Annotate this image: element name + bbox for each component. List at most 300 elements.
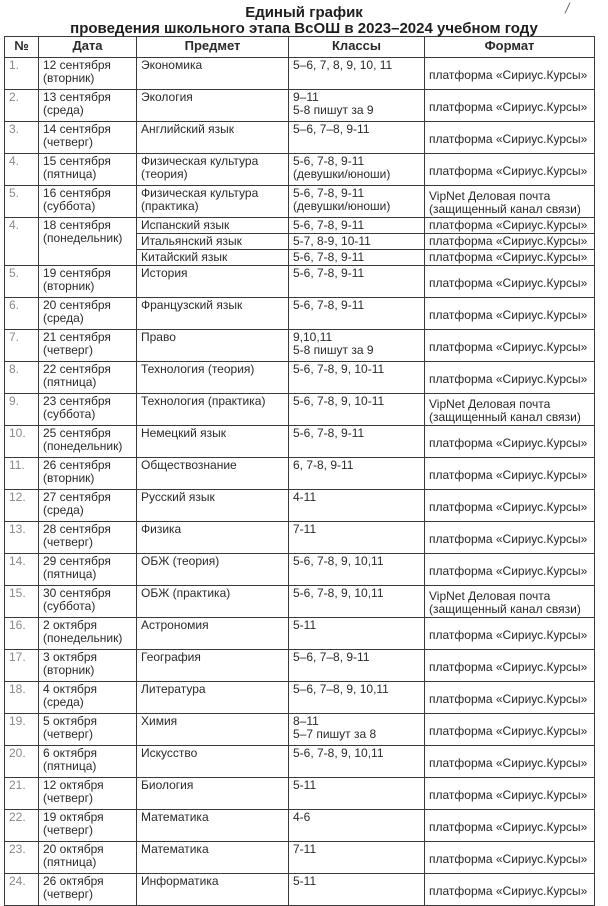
row-number <box>5 682 39 714</box>
row-subject <box>137 426 289 458</box>
row-date <box>39 362 137 394</box>
row-date-text: 4 октября <box>43 682 97 696</box>
row-subject <box>137 250 289 266</box>
row-date-text: (среда) <box>43 103 84 117</box>
row-subject-text: Право <box>141 330 176 344</box>
row-format-text: платформа «Сириус.Курсы» <box>429 218 588 232</box>
row-classes-text: 5-6, 7-8, 9, 10,11 <box>293 746 384 760</box>
row-format <box>425 650 595 682</box>
row-date <box>39 682 137 714</box>
row-classes <box>289 426 425 458</box>
row-date <box>39 266 137 298</box>
table-row <box>5 874 595 906</box>
row-classes-text: 5–6, 7, 8, 9, 10, 11 <box>293 58 393 72</box>
row-date-text: (четверг) <box>43 791 93 805</box>
row-number <box>5 778 39 810</box>
row-subject-text: Испанский язык <box>141 218 230 232</box>
row-number <box>5 330 39 362</box>
document-title: Единый график <box>245 4 363 21</box>
row-format-text: платформа «Сириус.Курсы» <box>429 659 588 674</box>
row-date <box>39 522 137 554</box>
row-classes-text: 5-6, 7-8, 9-11 <box>293 218 365 232</box>
row-format <box>425 586 595 618</box>
row-number-text: 6. <box>9 298 20 312</box>
row-subject-text: География <box>141 650 201 664</box>
row-subject <box>137 234 289 250</box>
table-header-row <box>5 37 595 58</box>
row-subject-text: (практика) <box>141 199 199 213</box>
row-classes <box>289 58 425 90</box>
row-format-text: платформа «Сириус.Курсы» <box>429 67 588 82</box>
row-date-text: (понедельник) <box>43 231 123 245</box>
row-subject-text: Экономика <box>141 58 203 72</box>
row-date-text: (вторник) <box>43 471 95 485</box>
header-format: Формат <box>425 37 595 58</box>
row-date-text: (четверг) <box>43 823 93 837</box>
row-classes-text: 5-6, 7-8, 9, 10,11 <box>293 554 384 568</box>
row-format-text: платформа «Сириус.Курсы» <box>429 531 588 546</box>
row-date-text: 12 сентября <box>43 58 111 72</box>
table-row <box>5 394 595 426</box>
header-classes: Классы <box>289 37 425 58</box>
row-format <box>425 362 595 394</box>
row-format <box>425 458 595 490</box>
row-date-text: (среда) <box>43 311 84 325</box>
row-number <box>5 874 39 906</box>
row-date-text: (пятница) <box>43 567 97 581</box>
row-subject <box>137 682 289 714</box>
row-format-text: платформа «Сириус.Курсы» <box>429 723 588 738</box>
row-date <box>39 122 137 154</box>
row-number-text: 23. <box>9 842 26 856</box>
row-subject-text: Информатика <box>141 874 219 888</box>
row-classes-text: 5-11 <box>293 778 317 792</box>
row-number-text: 5. <box>9 266 20 280</box>
row-classes <box>289 122 425 154</box>
row-date-text: 6 октября <box>43 746 97 760</box>
row-date-text: 13 сентября <box>43 90 111 104</box>
row-subject <box>137 554 289 586</box>
table-row <box>5 330 595 362</box>
row-classes-text: 5-8 пишут за 9 <box>293 103 374 117</box>
row-format-text: платформа «Сириус.Курсы» <box>429 467 588 482</box>
row-date-text: (пятница) <box>43 375 97 389</box>
row-subject-text: Искусство <box>141 746 198 760</box>
row-number-text: 20. <box>9 746 26 760</box>
row-number <box>5 426 39 458</box>
row-classes-text: 9,10,11 <box>293 330 333 344</box>
row-subject <box>137 458 289 490</box>
row-subject-text: Физическая культура <box>141 186 259 200</box>
row-format <box>425 90 595 122</box>
row-classes-text: 5–7 пишут за 8 <box>293 727 377 741</box>
row-date <box>39 186 137 218</box>
row-date-text: (пятница) <box>43 759 97 773</box>
row-format-text: платформа «Сириус.Курсы» <box>429 371 588 386</box>
table-row <box>5 218 595 234</box>
row-number-text: 4. <box>9 154 20 168</box>
row-format <box>425 186 595 218</box>
row-number <box>5 714 39 746</box>
row-date-text: (понедельник) <box>43 631 123 645</box>
row-date <box>39 842 137 874</box>
table-row <box>5 522 595 554</box>
row-subject-text: Немецкий язык <box>141 426 227 440</box>
row-format <box>425 522 595 554</box>
row-classes-text: 5-11 <box>293 618 317 632</box>
row-date <box>39 778 137 810</box>
row-format <box>425 234 595 250</box>
row-subject <box>137 874 289 906</box>
table-row <box>5 490 595 522</box>
row-subject-text: Обществознание <box>141 458 237 472</box>
row-classes-text: 5-7, 8-9, 10-11 <box>293 234 371 248</box>
row-date-text: 14 сентября <box>43 122 111 136</box>
row-date-text: (вторник) <box>43 71 95 85</box>
table-row <box>5 90 595 122</box>
row-format-text: платформа «Сириус.Курсы» <box>429 787 588 802</box>
row-format-text: платформа «Сириус.Курсы» <box>429 819 588 834</box>
row-classes-text: 5–6, 7–8, 9-11 <box>293 122 370 136</box>
row-classes-text: 8–11 <box>293 714 319 728</box>
row-date-text: (понедельник) <box>43 439 123 453</box>
row-format-text: платформа «Сириус.Курсы» <box>429 307 588 322</box>
row-subject <box>137 746 289 778</box>
table-row <box>5 714 595 746</box>
table-row <box>5 554 595 586</box>
row-format-text: (защищенный канал связи) <box>429 602 581 616</box>
row-date-text: (четверг) <box>43 343 93 357</box>
row-subject-text: Экология <box>141 90 193 104</box>
row-classes-text: 5-6, 7-8, 9-11 <box>293 250 365 264</box>
row-format <box>425 58 595 90</box>
row-classes <box>289 490 425 522</box>
row-number <box>5 298 39 330</box>
row-date-text: 28 сентября <box>43 522 111 536</box>
row-classes <box>289 586 425 618</box>
row-classes-text: 7-11 <box>293 522 317 536</box>
table-row <box>5 682 595 714</box>
row-number <box>5 58 39 90</box>
row-subject <box>137 218 289 234</box>
row-number-text: 4. <box>9 218 20 232</box>
row-classes-text: (девушки/юноши) <box>293 199 391 213</box>
row-classes-text: 5-8 пишут за 9 <box>293 343 374 357</box>
table-row <box>5 458 595 490</box>
row-number <box>5 650 39 682</box>
row-classes <box>289 266 425 298</box>
row-date-text: (среда) <box>43 503 84 517</box>
row-number-text: 5. <box>9 186 20 200</box>
row-format <box>425 154 595 186</box>
row-classes-text: 6, 7-8, 9-11 <box>293 458 354 472</box>
row-date-text: (суббота) <box>43 599 96 613</box>
row-date <box>39 218 137 266</box>
row-date-text: 25 сентября <box>43 426 111 440</box>
row-number-text: 13. <box>9 522 26 536</box>
row-number <box>5 522 39 554</box>
row-subject-text: ОБЖ (практика) <box>141 586 231 600</box>
row-date-text: 16 сентября <box>43 186 111 200</box>
row-date-text: 19 сентября <box>43 266 111 280</box>
row-classes <box>289 746 425 778</box>
row-format <box>425 426 595 458</box>
row-date-text: (вторник) <box>43 663 95 677</box>
row-date-text: (пятница) <box>43 855 97 869</box>
row-number-text: 21. <box>9 778 26 792</box>
row-format-text: платформа «Сириус.Курсы» <box>429 163 588 178</box>
table-row <box>5 154 595 186</box>
row-classes <box>289 90 425 122</box>
row-classes-text: 5–6, 7–8, 9, 10,11 <box>293 682 389 696</box>
row-date-text: 2 октября <box>43 618 97 632</box>
row-date-text: (пятница) <box>43 167 97 181</box>
row-classes <box>289 842 425 874</box>
row-number-text: 8. <box>9 362 20 376</box>
row-date-text: 21 сентября <box>43 330 111 344</box>
header-number: № <box>5 37 39 58</box>
row-number <box>5 266 39 298</box>
row-date <box>39 154 137 186</box>
row-number <box>5 490 39 522</box>
row-format-text: VipNet Деловая почта <box>429 189 551 203</box>
table-row <box>5 58 595 90</box>
row-subject-text: Математика <box>141 842 209 856</box>
row-subject <box>137 586 289 618</box>
row-subject <box>137 778 289 810</box>
row-subject-text: Химия <box>141 714 178 728</box>
row-date-text: 27 сентября <box>43 490 111 504</box>
row-format-text: платформа «Сириус.Курсы» <box>429 99 588 114</box>
row-format-text: платформа «Сириус.Курсы» <box>429 691 588 706</box>
row-classes-text: 5-6, 7-8, 9-11 <box>293 426 365 440</box>
row-classes-text: 5-6, 7-8, 9, 10-11 <box>293 394 385 408</box>
row-number-text: 7. <box>9 330 20 344</box>
row-subject-text: ОБЖ (теория) <box>141 554 220 568</box>
row-date-text: (четверг) <box>43 535 93 549</box>
row-date-text: 15 сентября <box>43 154 111 168</box>
header-date: Дата <box>39 37 137 58</box>
row-subject-text: Технология (практика) <box>141 394 266 408</box>
row-date <box>39 490 137 522</box>
row-format-text: VipNet Деловая почта <box>429 397 551 411</box>
row-format-text: платформа «Сириус.Курсы» <box>429 755 588 770</box>
row-format <box>425 122 595 154</box>
row-date-text: (четверг) <box>43 727 93 741</box>
row-subject-text: Биология <box>141 778 194 792</box>
row-format <box>425 746 595 778</box>
row-number-text: 24. <box>9 874 26 888</box>
row-number-text: 3. <box>9 122 20 136</box>
row-classes-text: 4-6 <box>293 810 311 824</box>
row-format <box>425 298 595 330</box>
row-date-text: (суббота) <box>43 407 96 421</box>
row-classes-text: 5–6, 7–8, 9-11 <box>293 650 370 664</box>
row-date <box>39 298 137 330</box>
row-subject-text: Русский язык <box>141 490 215 504</box>
row-format <box>425 554 595 586</box>
row-date <box>39 714 137 746</box>
row-subject <box>137 122 289 154</box>
row-date-text: 30 сентября <box>43 586 111 600</box>
row-subject-text: Технология (теория) <box>141 362 255 376</box>
row-date-text: 3 октября <box>43 650 97 664</box>
row-format <box>425 714 595 746</box>
row-classes <box>289 186 425 218</box>
row-classes-text: 5-6, 7-8, 9, 10-11 <box>293 362 385 376</box>
row-number <box>5 154 39 186</box>
row-subject-text: Китайский язык <box>141 250 228 264</box>
row-format <box>425 250 595 266</box>
row-classes-text: 7-11 <box>293 842 317 856</box>
row-classes <box>289 778 425 810</box>
row-subject <box>137 618 289 650</box>
row-classes <box>289 394 425 426</box>
row-format <box>425 778 595 810</box>
row-date <box>39 58 137 90</box>
row-format <box>425 842 595 874</box>
row-classes <box>289 298 425 330</box>
row-number <box>5 218 39 266</box>
row-format-text: платформа «Сириус.Курсы» <box>429 275 588 290</box>
row-number <box>5 90 39 122</box>
row-subject <box>137 522 289 554</box>
row-classes <box>289 218 425 234</box>
row-date-text: (вторник) <box>43 279 95 293</box>
row-number-text: 15. <box>9 586 26 600</box>
row-date <box>39 554 137 586</box>
row-number-text: 12. <box>9 490 26 504</box>
row-subject <box>137 394 289 426</box>
row-date-text: (среда) <box>43 695 84 709</box>
row-subject <box>137 842 289 874</box>
row-subject <box>137 490 289 522</box>
table-row <box>5 746 595 778</box>
table-row <box>5 298 595 330</box>
row-subject <box>137 154 289 186</box>
row-date <box>39 90 137 122</box>
row-classes-text: 9–11 <box>293 90 319 104</box>
row-subject-text: Физическая культура <box>141 154 259 168</box>
table-row <box>5 618 595 650</box>
row-date-text: 26 октября <box>43 874 104 888</box>
row-number <box>5 122 39 154</box>
row-classes <box>289 554 425 586</box>
row-subject <box>137 330 289 362</box>
row-number <box>5 554 39 586</box>
row-date <box>39 330 137 362</box>
row-format-text: платформа «Сириус.Курсы» <box>429 339 588 354</box>
row-date <box>39 426 137 458</box>
row-classes <box>289 522 425 554</box>
row-format <box>425 618 595 650</box>
row-format <box>425 874 595 906</box>
row-date-text: (четверг) <box>43 135 93 149</box>
row-subject <box>137 90 289 122</box>
table-row <box>5 362 595 394</box>
row-classes <box>289 250 425 266</box>
row-classes <box>289 618 425 650</box>
row-classes <box>289 154 425 186</box>
table-row <box>5 778 595 810</box>
row-date <box>39 458 137 490</box>
row-date-text: 18 сентября <box>43 218 111 232</box>
row-format <box>425 490 595 522</box>
row-date-text: 19 октября <box>43 810 104 824</box>
row-subject-text: История <box>141 266 188 280</box>
row-format <box>425 266 595 298</box>
row-subject-text: Математика <box>141 810 209 824</box>
header-subject: Предмет <box>137 37 289 58</box>
row-subject <box>137 266 289 298</box>
table-row <box>5 842 595 874</box>
table-row <box>5 586 595 618</box>
row-format <box>425 682 595 714</box>
row-classes <box>289 874 425 906</box>
row-classes-text: (девушки/юноши) <box>293 167 391 181</box>
table-row <box>5 266 595 298</box>
row-number-text: 9. <box>9 394 20 408</box>
row-subject <box>137 714 289 746</box>
row-subject <box>137 186 289 218</box>
row-date-text: 5 октября <box>43 714 97 728</box>
row-format <box>425 330 595 362</box>
row-format-text: платформа «Сириус.Курсы» <box>429 234 588 248</box>
row-format-text: платформа «Сириус.Курсы» <box>429 627 588 642</box>
row-number-text: 18. <box>9 682 26 696</box>
row-date-text: 20 сентября <box>43 298 111 312</box>
row-format <box>425 394 595 426</box>
row-date-text: 29 сентября <box>43 554 111 568</box>
row-subject-text: (теория) <box>141 167 188 181</box>
row-date <box>39 586 137 618</box>
row-format <box>425 218 595 234</box>
row-classes-text: 5-6, 7-8, 9-11 <box>293 298 365 312</box>
row-date <box>39 650 137 682</box>
row-classes <box>289 682 425 714</box>
row-number-text: 19. <box>9 714 26 728</box>
row-date <box>39 746 137 778</box>
row-subject-text: Французский язык <box>141 298 243 312</box>
row-classes-text: 5-6, 7-8, 9-11 <box>293 186 365 200</box>
row-format-text: платформа «Сириус.Курсы» <box>429 131 588 146</box>
row-format-text: (защищенный канал связи) <box>429 410 581 424</box>
row-number <box>5 746 39 778</box>
row-date-text: 23 сентября <box>43 394 111 408</box>
row-subject-text: Литература <box>141 682 206 696</box>
row-date-text: 12 октября <box>43 778 104 792</box>
row-date <box>39 874 137 906</box>
row-date <box>39 618 137 650</box>
row-number <box>5 394 39 426</box>
row-number <box>5 186 39 218</box>
row-date-text: 20 октября <box>43 842 104 856</box>
row-number-text: 22. <box>9 810 26 824</box>
row-format-text: (защищенный канал связи) <box>429 202 581 216</box>
row-subject-text: Физика <box>141 522 182 536</box>
row-subject <box>137 58 289 90</box>
row-number-text: 1. <box>9 58 20 72</box>
row-classes <box>289 234 425 250</box>
row-date-text: 26 сентября <box>43 458 111 472</box>
document-subtitle: проведения школьного этапа ВсОШ в 2023–2024 учебном году <box>70 20 538 37</box>
row-format-text: VipNet Деловая почта <box>429 589 551 603</box>
row-number-text: 16. <box>9 618 26 632</box>
row-number <box>5 586 39 618</box>
schedule-table <box>4 36 595 906</box>
row-date-text: (суббота) <box>43 199 96 213</box>
row-number-text: 17. <box>9 650 26 664</box>
